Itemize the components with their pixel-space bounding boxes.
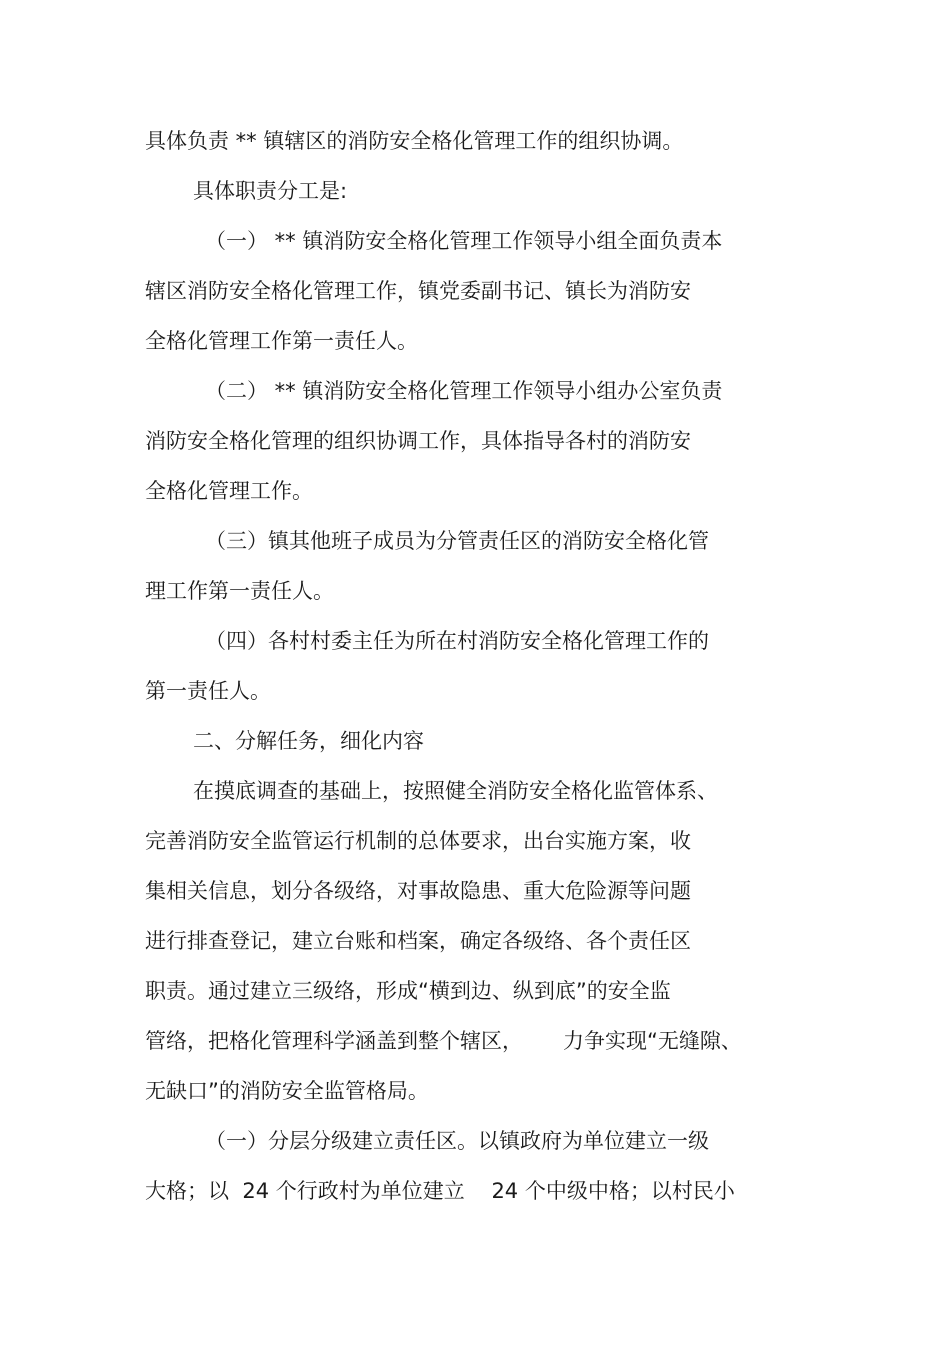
text-line-19: 管络，把格化管理科学涵盖到整个辖区， 力争实现“无缝隙、 — [145, 1029, 742, 1053]
text-line-10: 理工作第一责任人。 — [145, 579, 334, 603]
text-line-6: （二） ** 镇消防安全格化管理工作领导小组办公室负责 — [205, 379, 723, 403]
text-line-15: 完善消防安全监管运行机制的总体要求，出台实施方案，收 — [145, 829, 691, 853]
text-line-22: 大格；以 24 个行政村为单位建立 24 个中级中格；以村民小 — [145, 1179, 735, 1203]
section-heading: 二、分解任务，细化内容 — [193, 729, 424, 753]
text-line-11: （四）各村村委主任为所在村消防安全格化管理工作的 — [205, 629, 709, 653]
text-line-4: 辖区消防安全格化管理工作，镇党委副书记、镇长为消防安 — [145, 279, 691, 303]
text-line-3: （一） ** 镇消防安全格化管理工作领导小组全面负责本 — [205, 229, 723, 253]
text-line-2: 具体职责分工是: — [193, 179, 348, 203]
text-line-21: （一）分层分级建立责任区。以镇政府为单位建立一级 — [205, 1129, 709, 1153]
text-line-8: 全格化管理工作。 — [145, 479, 313, 503]
text-line-20: 无缺口”的消防安全监管格局。 — [145, 1079, 429, 1103]
text-line-7: 消防安全格化管理的组织协调工作，具体指导各村的消防安 — [145, 429, 691, 453]
text-line-18: 职责。通过建立三级络，形成“横到边、纵到底”的安全监 — [145, 979, 671, 1003]
text-line-12: 第一责任人。 — [145, 679, 271, 703]
text-line-14: 在摸底调查的基础上，按照健全消防安全格化监管体系、 — [193, 779, 718, 803]
text-line-1: 具体负责 ** 镇辖区的消防安全格化管理工作的组织协调。 — [145, 129, 684, 153]
text-line-5: 全格化管理工作第一责任人。 — [145, 329, 418, 353]
text-line-16: 集相关信息，划分各级络，对事故隐患、重大危险源等问题 — [145, 879, 691, 903]
text-line-9: （三）镇其他班子成员为分管责任区的消防安全格化管 — [205, 529, 709, 553]
text-line-17: 进行排查登记，建立台账和档案，确定各级络、各个责任区 — [145, 929, 691, 953]
